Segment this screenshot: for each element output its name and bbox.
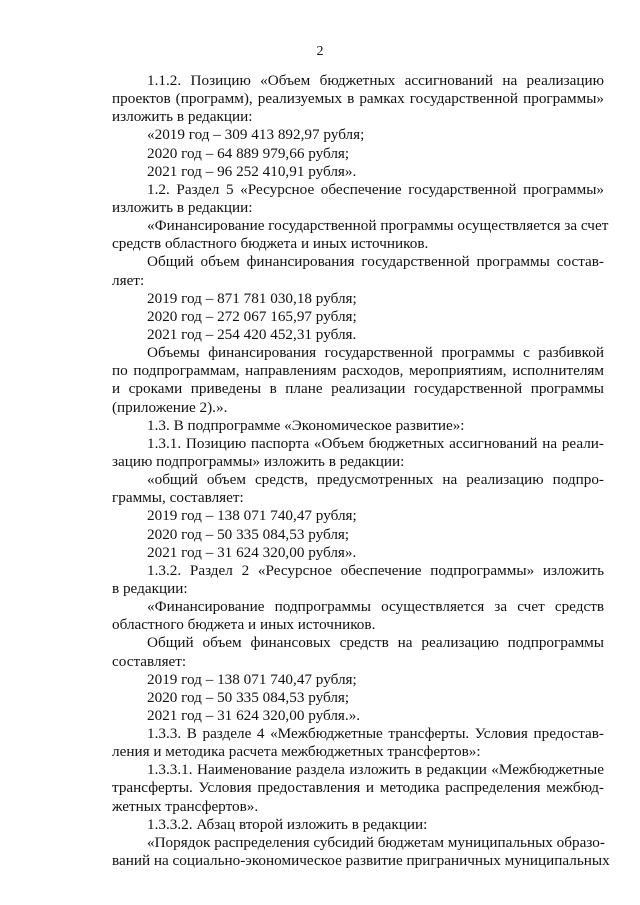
text-line: 1.1.2. Позицию «Объем бюджетных ассигнований на реализацию bbox=[147, 72, 604, 89]
text-line: 2020 год – 272 067 165,97 рубля; bbox=[147, 307, 357, 325]
text-line: (приложение 2).». bbox=[112, 398, 228, 416]
text-line: граммы, составляет: bbox=[112, 489, 244, 507]
text-line: зацию подпрограммы» изложить в редакции: bbox=[112, 452, 405, 470]
text-line: 1.3.1. Позицию паспорта «Объем бюджетных ассигнований на реали- bbox=[147, 434, 604, 452]
text-line: 1.2. Раздел 5 «Ресурсное обеспечение государственной программы» bbox=[147, 180, 604, 198]
text-line: 1.3.3.1. Наименование раздела изложить в редакции «Межбюджетные bbox=[147, 761, 604, 779]
text-line: по подпрограммам, направлениям расходов, мероприятиям, исполнителям bbox=[112, 362, 604, 380]
text-line: 2020 год – 50 335 084,53 рубля; bbox=[147, 688, 350, 706]
text-line: проектов (программ), реализуемых в рамках государственной программы» bbox=[112, 90, 604, 108]
text-line: ляет: bbox=[112, 271, 145, 289]
text-line: изложить в редакции: bbox=[112, 198, 253, 216]
text-line: 2021 год – 31 624 320,00 рубля». bbox=[147, 543, 357, 561]
text-line: трансферты. Условия предоставления и методика распределения межбюд- bbox=[112, 779, 604, 797]
text-line: «Финансирование государственной программы осуществляется за счет bbox=[147, 217, 609, 235]
text-line: составляет: bbox=[112, 652, 187, 670]
text-line: 2021 год – 31 624 320,00 рубля.». bbox=[147, 706, 361, 724]
text-line: Общий объем финансовых средств на реализацию подпрограммы bbox=[147, 634, 604, 652]
text-line: 2019 год – 138 071 740,47 рубля; bbox=[147, 670, 357, 688]
text-line: «Порядок распределения субсидий бюджетам муниципальных образо- bbox=[147, 833, 605, 851]
text-line: областного бюджета и иных источников. bbox=[112, 616, 376, 634]
text-line: Общий объем финансирования государственной программы состав- bbox=[147, 253, 604, 271]
document-body bbox=[112, 72, 610, 870]
page-number: 2 bbox=[316, 44, 324, 59]
text-line: ваний на социально-экономическое развитие приграничных муниципальных bbox=[112, 852, 610, 870]
text-line: 1.3.2. Раздел 2 «Ресурсное обеспечение подпрограммы» изложить bbox=[147, 561, 604, 579]
text-line: ления и методика расчета межбюджетных трансфертов»: bbox=[112, 743, 481, 761]
text-line: 2019 год – 871 781 030,18 рубля; bbox=[147, 289, 357, 307]
text-line: 2021 год – 254 420 452,31 рубля. bbox=[147, 325, 357, 343]
text-line: 1.3. В подпрограмме «Экономическое развитие»: bbox=[147, 416, 465, 434]
text-line: 2020 год – 50 335 084,53 рубля; bbox=[147, 525, 350, 543]
text-line: жетных трансфертов». bbox=[112, 797, 259, 815]
text-line: 1.3.3.2. Абзац второй изложить в редакции: bbox=[147, 815, 428, 833]
text-line: «общий объем средств, предусмотренных на реализацию подпро- bbox=[147, 471, 604, 489]
text-line: средств областного бюджета и иных источников. bbox=[112, 235, 429, 253]
text-line: 2021 год – 96 252 410,91 рубля». bbox=[147, 162, 357, 180]
text-line: «Финансирование подпрограммы осуществляется за счет средств bbox=[147, 598, 604, 616]
text-line: в редакции: bbox=[112, 579, 188, 597]
text-line: 1.3.3. В разделе 4 «Межбюджетные трансферты. Условия предостав- bbox=[147, 725, 604, 743]
text-line: изложить в редакции: bbox=[112, 108, 253, 126]
text-line: 2020 год – 64 889 979,66 рубля; bbox=[147, 144, 350, 162]
text-line: Объемы финансирования государственной программы с разбивкой bbox=[147, 344, 604, 362]
text-line: «2019 год – 309 413 892,97 рубля; bbox=[147, 126, 365, 144]
text-line: и сроками приведены в плане реализации государственной программы bbox=[112, 380, 604, 398]
text-line: 2019 год – 138 071 740,47 рубля; bbox=[147, 507, 357, 525]
